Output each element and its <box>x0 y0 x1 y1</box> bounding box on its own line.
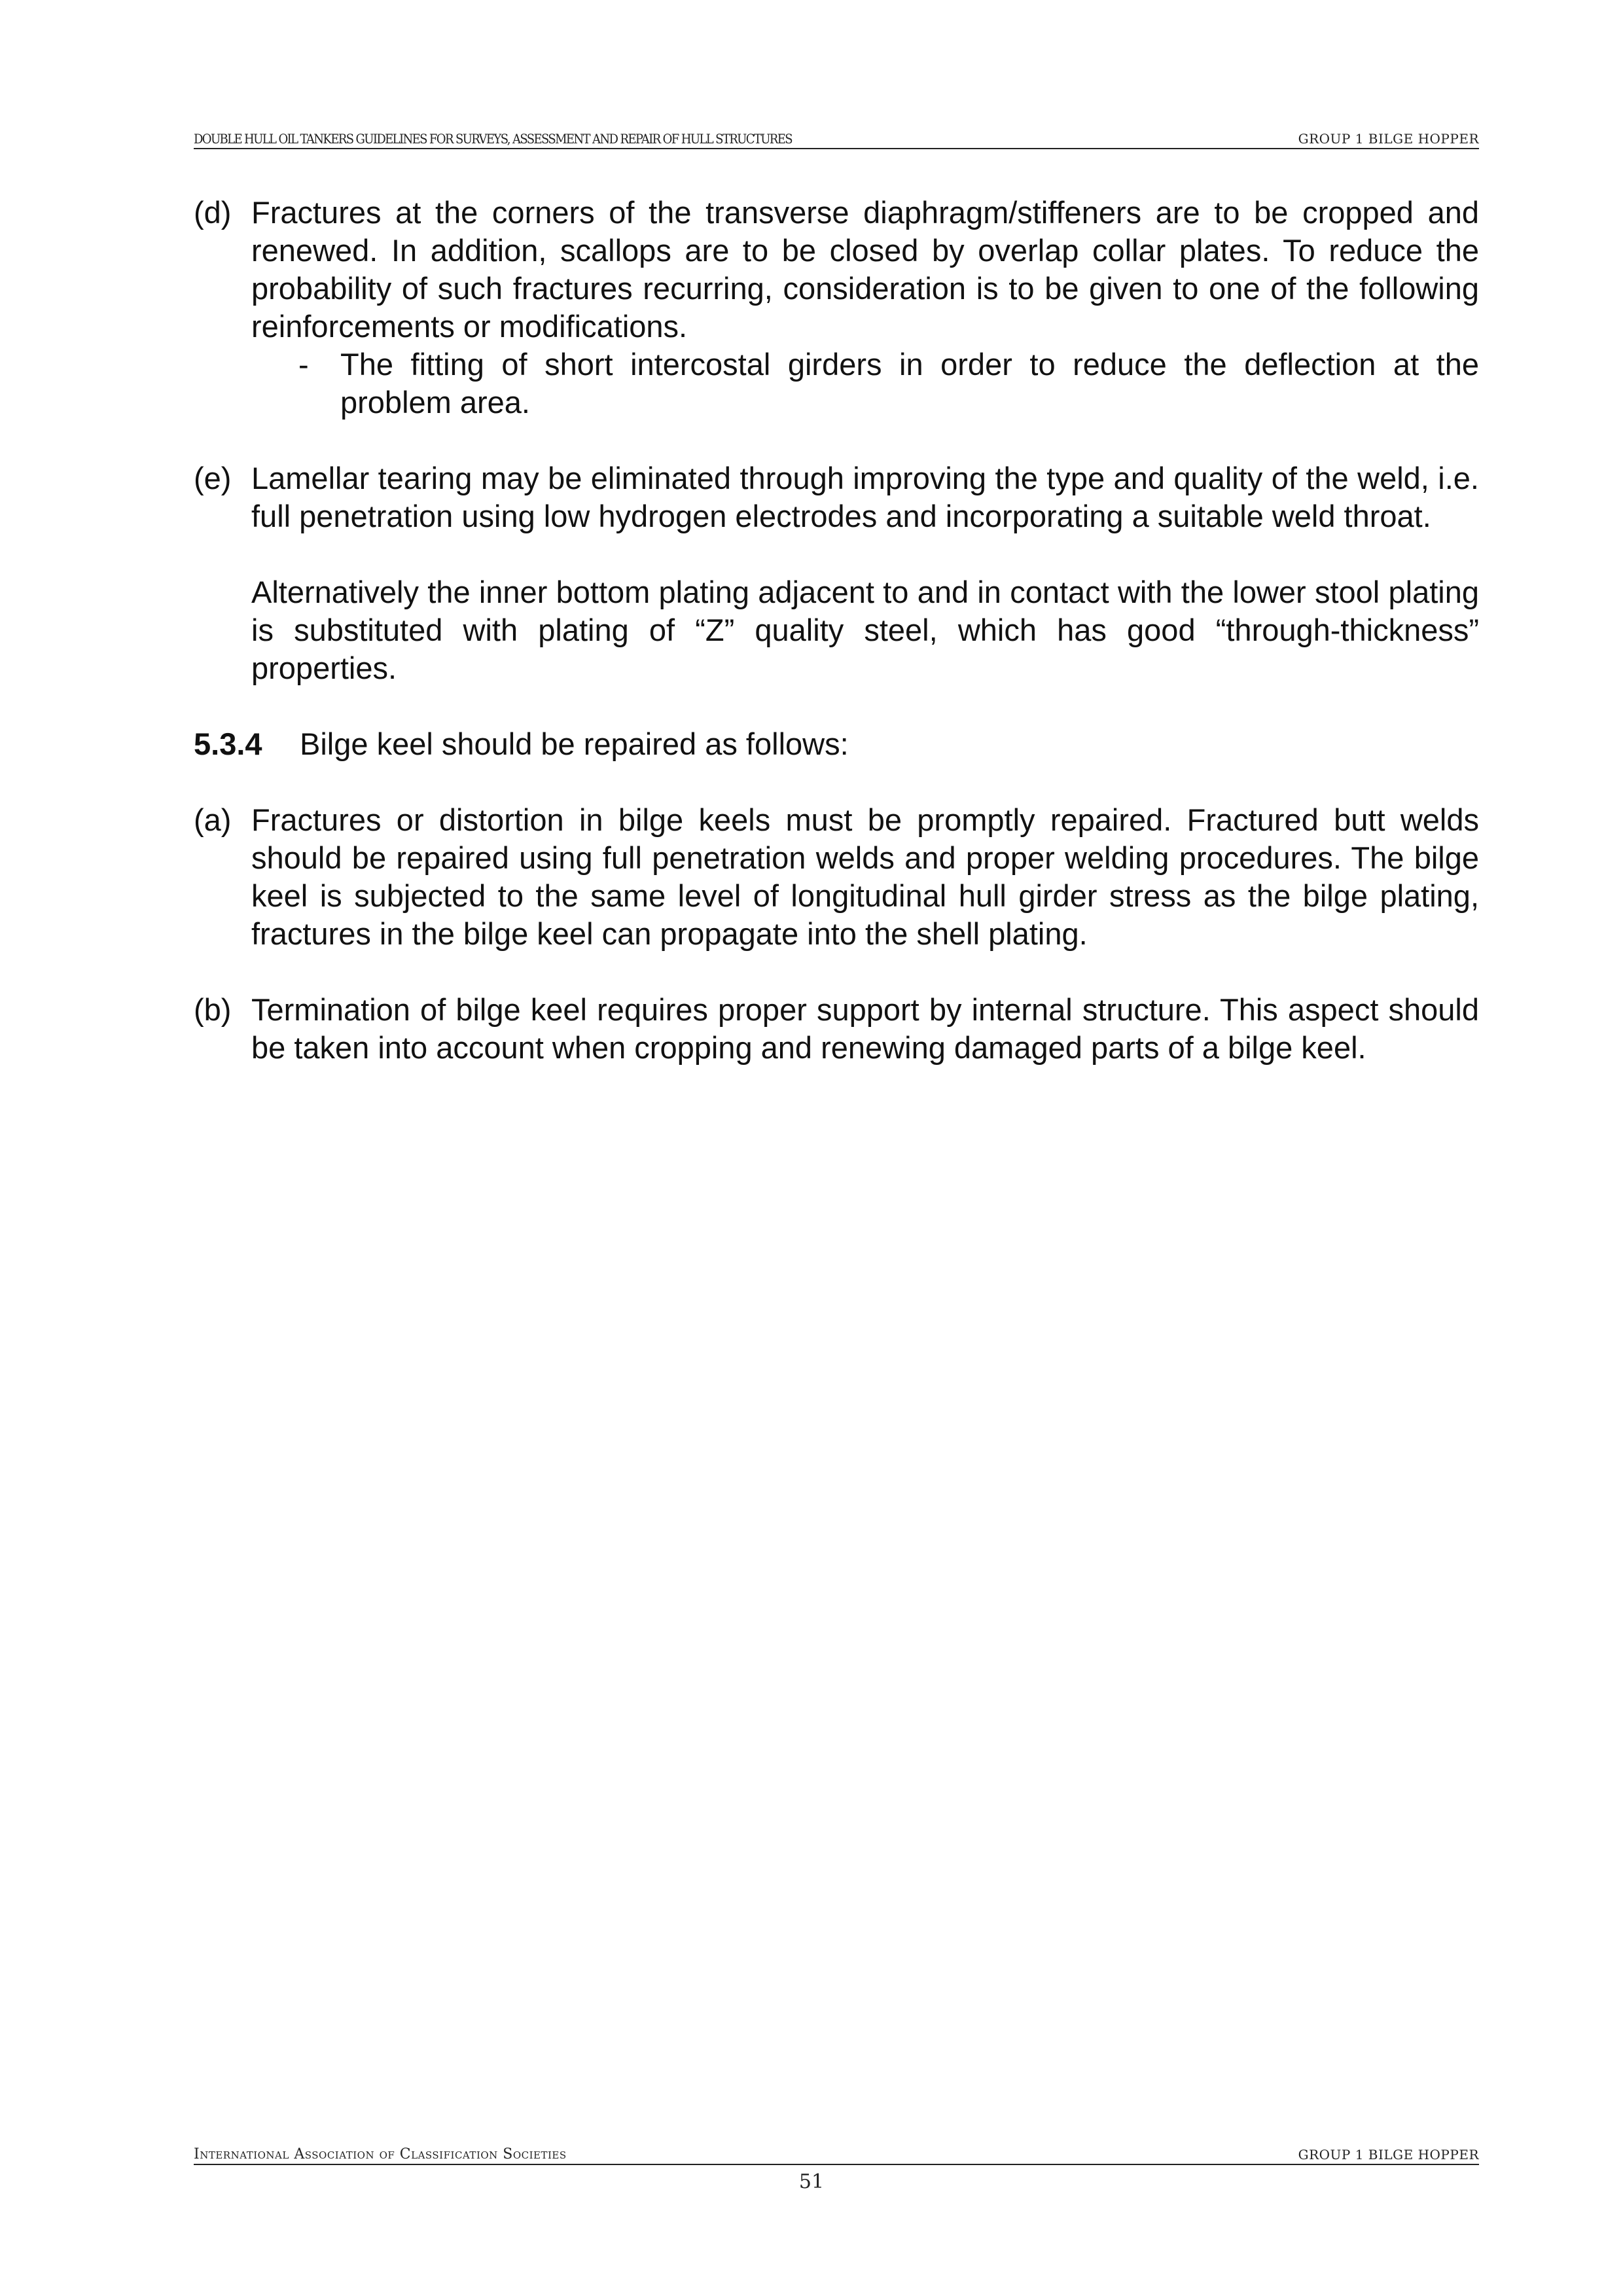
section-title: Bilge keel should be repaired as follows: <box>300 726 849 761</box>
list-marker: (a) <box>194 802 232 837</box>
page-number: 51 <box>798 2170 825 2193</box>
footer-organization: International Association of Classification Societies <box>194 2146 567 2162</box>
list-item-b <box>194 991 1479 1067</box>
list-marker: (d) <box>194 195 232 230</box>
header-document-title: DOUBLE HULL OIL TANKERS GUIDELINES FOR SURVEYS, ASSESSMENT AND REPAIR OF HULL STRUCTURES <box>194 131 792 147</box>
list-item-text: Lamellar tearing may be eliminated through improving the type and quality of the weld, i.e. full penetration using low hydrogen electrodes and incorporating a suitable weld throat. <box>251 461 1479 533</box>
page-content <box>194 194 1479 1067</box>
page-header <box>194 128 1479 149</box>
list-item-text: Fractures or distortion in bilge keels must be promptly repaired. Fractured butt welds should be repaired using full penetration welds and proper welding procedures. The bilge keel is subjected to the same level of longitudinal hull girder stress as the bilge plating, fractures in the bilge keel can propagate into the shell plating. <box>251 802 1479 951</box>
list-marker: (b) <box>194 992 232 1027</box>
page-footer <box>194 2144 1479 2165</box>
list-item-text: Termination of bilge keel requires proper support by internal structure. This aspect should be taken into account when cropping and renewing damaged parts of a bilge keel. <box>251 992 1479 1065</box>
header-section-title: GROUP 1 BILGE HOPPER <box>1298 131 1479 147</box>
section-number: 5.3.4 <box>194 726 262 761</box>
list-item-d <box>194 194 1479 346</box>
list-item-text: Fractures at the corners of the transverse diaphragm/stiffeners are to be cropped and renewed. In addition, scallops are to be closed by overlap collar plates. To reduce the probability of such fractures recurring, consideration is to be given to one of the following reinforcements or modifications. <box>251 195 1479 344</box>
list-item-e <box>194 459 1479 535</box>
dash-marker: - <box>298 347 309 382</box>
paragraph: Alternatively the inner bottom plating adjacent to and in contact with the lower stool plating is substituted with plating of “Z” quality steel, which has good “through-thickness” properties. <box>251 575 1479 685</box>
sub-list-item-text: The fitting of short intercostal girders in order to reduce the deflection at the problem area. <box>340 347 1479 420</box>
sub-list-item <box>194 346 1479 422</box>
list-marker: (e) <box>194 461 232 495</box>
section-heading <box>194 725 1479 763</box>
footer-section-title: GROUP 1 BILGE HOPPER <box>1298 2147 1479 2162</box>
list-item-a <box>194 801 1479 953</box>
